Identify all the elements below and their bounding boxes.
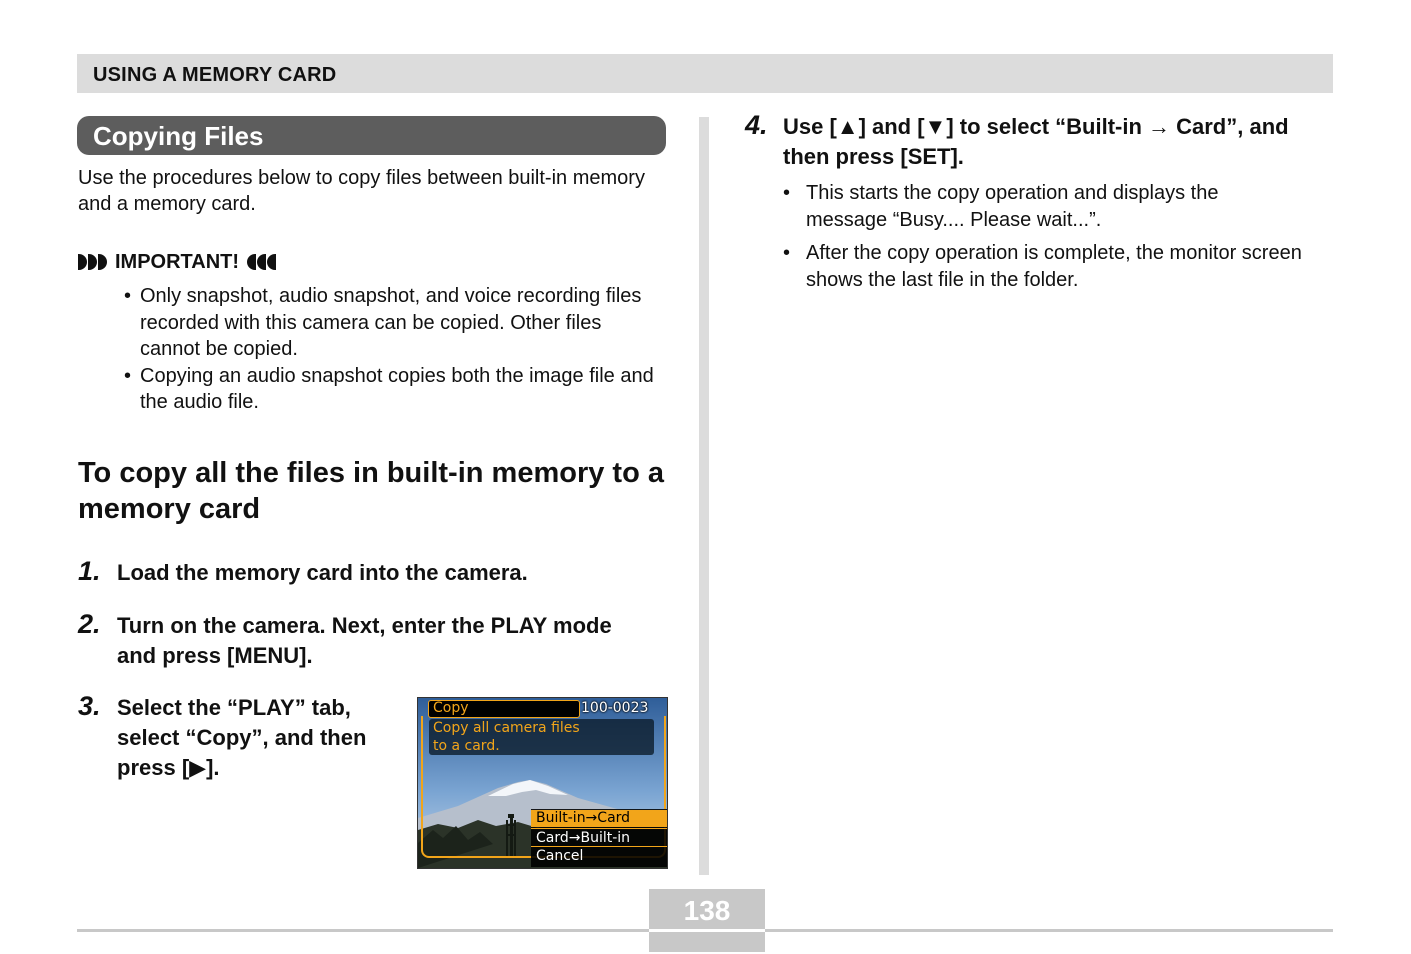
step-1-number: 1.	[78, 556, 101, 586]
screen-message-line-1: Copy all camera files	[433, 720, 580, 736]
important-item: • Copying an audio snapshot copies both the image file and the audio file.	[124, 363, 664, 416]
step-1-text: Load the memory card into the camera.	[117, 560, 528, 585]
important-item: • Only snapshot, audio snapshot, and voice recording files recorded with this camera can be copied. Other files cannot be copied.	[124, 283, 664, 363]
important-heading	[78, 249, 276, 275]
screen-option-built-in-to-card: Built-in→Card	[536, 810, 631, 826]
important-list	[124, 283, 664, 416]
step-3-number: 3.	[78, 691, 101, 721]
screen-option-cancel: Cancel	[536, 848, 584, 864]
step-4-number: 4.	[745, 110, 768, 140]
section-title: Copying Files	[93, 121, 264, 151]
intro-paragraph: Use the procedures below to copy files between built-in memory and a memory card.	[78, 167, 645, 215]
important-right-icon	[247, 254, 276, 270]
camera-screen-image	[417, 697, 668, 869]
step-4-bullet: • This starts the copy operation and displays the message “Busy.... Please wait...”.	[783, 180, 1303, 233]
step-4-bullet: • After the copy operation is complete, the monitor screen shows the last file in the folder.	[783, 240, 1303, 293]
screen-message-box	[429, 719, 654, 755]
step-4-bullets	[783, 180, 1303, 300]
column-divider	[699, 117, 709, 875]
section-title-bar	[77, 116, 666, 155]
header-title: USING A MEMORY CARD	[93, 64, 337, 86]
step-3-text: Select the “PLAY” tab, select “Copy”, and then press [▶].	[117, 695, 367, 780]
screen-title-bar	[428, 700, 580, 718]
screen-menu-divider	[531, 828, 667, 829]
important-label: IMPORTANT!	[115, 250, 240, 273]
screen-menu-divider	[531, 846, 667, 847]
screen-message-line-2: to a card.	[433, 738, 500, 754]
page-number-separator	[649, 929, 765, 932]
step-2-number: 2.	[78, 609, 101, 639]
page-number: 138	[683, 895, 731, 926]
step-4-text: Use [▲] and [▼] to select “Built-in → Card”, and then press [SET].	[783, 114, 1289, 169]
procedure-heading: To copy all the files in built-in memory to a memory card	[78, 457, 664, 525]
screen-option-card-to-built-in: Card→Built-in	[536, 830, 631, 846]
step-2-text: Turn on the camera. Next, enter the PLAY mode and press [MENU].	[117, 613, 612, 668]
important-left-icon	[78, 254, 107, 270]
page-header	[77, 54, 1333, 93]
screen-title: Copy	[433, 700, 469, 716]
screen-menu	[531, 809, 667, 867]
page-number-box	[649, 889, 765, 952]
screen-file-number: 100-0023	[581, 700, 649, 716]
